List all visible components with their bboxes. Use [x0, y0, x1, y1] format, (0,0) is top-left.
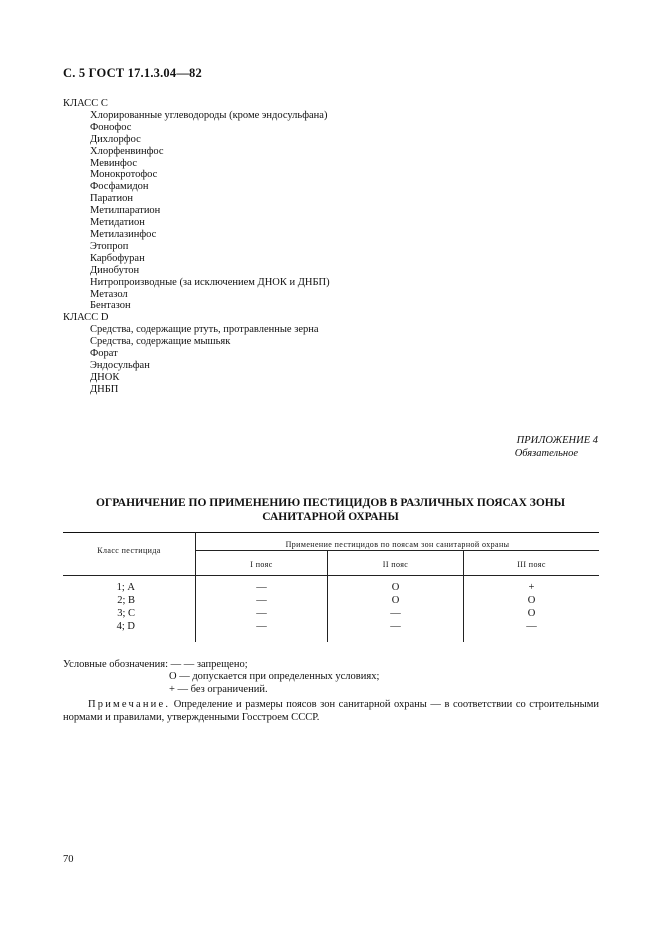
- list-item: Монокротофос: [90, 169, 158, 181]
- list-item: Динобутон: [90, 264, 140, 276]
- list-item: Карбофуран: [90, 252, 145, 264]
- list-item: Метилпаратион: [90, 205, 161, 217]
- table-cell: +: [528, 582, 535, 593]
- table-cell: —: [390, 608, 401, 619]
- legend-row: [63, 659, 379, 671]
- appendix-block: [515, 435, 598, 460]
- list-item: Метидатион: [90, 217, 145, 229]
- column-group-header: Применение пестицидов по поясам зон санитарной охраны: [285, 540, 510, 549]
- note-paragraph: [63, 699, 599, 724]
- list-item: Хлорфенвинфос: [90, 145, 164, 157]
- list-item: Паратион: [90, 193, 133, 205]
- appendix-status: Обязательное: [514, 447, 578, 459]
- list-item: ДНБП: [90, 383, 119, 395]
- list-item: Фосфамидон: [90, 181, 149, 193]
- table-cell: О: [527, 608, 536, 619]
- list-item: Мевинфос: [90, 157, 138, 169]
- list-item: Бентазон: [90, 300, 131, 312]
- list-item: Этопроп: [90, 240, 129, 252]
- table-cell: О: [391, 582, 400, 593]
- list-item: Эндосульфан: [90, 359, 150, 371]
- zone-header: II пояс: [382, 560, 409, 569]
- section-title-line-2: САНИТАРНОЙ ОХРАНЫ: [262, 511, 399, 523]
- class-c-label: КЛАСС С: [63, 98, 108, 109]
- legend-symbol: +: [169, 683, 175, 695]
- table-cell: —: [256, 595, 267, 606]
- zone-header: I пояс: [250, 560, 273, 569]
- page-number: 70: [63, 854, 74, 865]
- list-item: ДНОК: [90, 371, 120, 383]
- table-cell: О: [391, 595, 400, 606]
- legend-text: — без ограничений.: [177, 683, 268, 695]
- row-label: 4; D: [116, 621, 135, 632]
- legend: [63, 659, 379, 696]
- note-text: Определение и размеры поясов зон санитарной охраны — в соответствии со строительными нормами и правилами, утвержденными Госстроем СССР.: [63, 699, 599, 723]
- list-item: Метазол: [90, 288, 128, 300]
- table-cell: —: [390, 621, 401, 632]
- table-cell: О: [527, 595, 536, 606]
- running-title: С. 5 ГОСТ 17.1.3.04—82: [63, 66, 202, 80]
- table-divider: [196, 550, 599, 551]
- table-cell: —: [256, 582, 267, 593]
- table-cell: —: [256, 608, 267, 619]
- table-cell: —: [256, 621, 267, 632]
- legend-symbol: —: [170, 659, 182, 670]
- appendix-label: ПРИЛОЖЕНИЕ 4: [516, 435, 598, 446]
- list-item: Метилазинфос: [90, 228, 157, 240]
- legend-symbol: О: [169, 671, 177, 683]
- legend-text: — допускается при определенных условиях;: [179, 671, 380, 683]
- list-item: Средства, содержащие мышьяк: [90, 336, 231, 348]
- row-label: 2; В: [117, 595, 135, 606]
- section-title: [63, 496, 598, 524]
- table-cell: —: [526, 621, 537, 632]
- table-top-rule: [63, 532, 599, 533]
- legend-row: [63, 684, 379, 696]
- list-item: Дихлорфос: [90, 133, 141, 145]
- list-item: Средства, содержащие ртуть, протравленные зерна: [90, 324, 319, 336]
- zone-header: III пояс: [517, 560, 546, 569]
- pesticide-class-list: [63, 98, 330, 396]
- class-d-label: КЛАСС D: [63, 312, 109, 324]
- note-label: Примечание.: [88, 699, 171, 710]
- legend-row: [63, 671, 379, 683]
- row-label: 1; А: [116, 582, 135, 593]
- list-item: Хлорированные углеводороды (кроме эндосульфана): [90, 109, 328, 121]
- list-item: Форат: [90, 348, 118, 360]
- row-label: 3; С: [117, 608, 135, 619]
- section-title-line-1: ОГРАНИЧЕНИЕ ПО ПРИМЕНЕНИЮ ПЕСТИЦИДОВ В РАЗЛИЧНЫХ ПОЯСАХ ЗОНЫ: [95, 497, 566, 509]
- table-divider: [63, 575, 599, 576]
- legend-text: — запрещено;: [183, 659, 248, 670]
- list-item: Нитропроизводные (за исключением ДНОК и ДНБП): [90, 276, 330, 288]
- list-item: Фонофос: [90, 121, 132, 133]
- legend-intro: Условные обозначения:: [63, 659, 169, 670]
- column-header-class: Класс пестицида: [97, 546, 161, 555]
